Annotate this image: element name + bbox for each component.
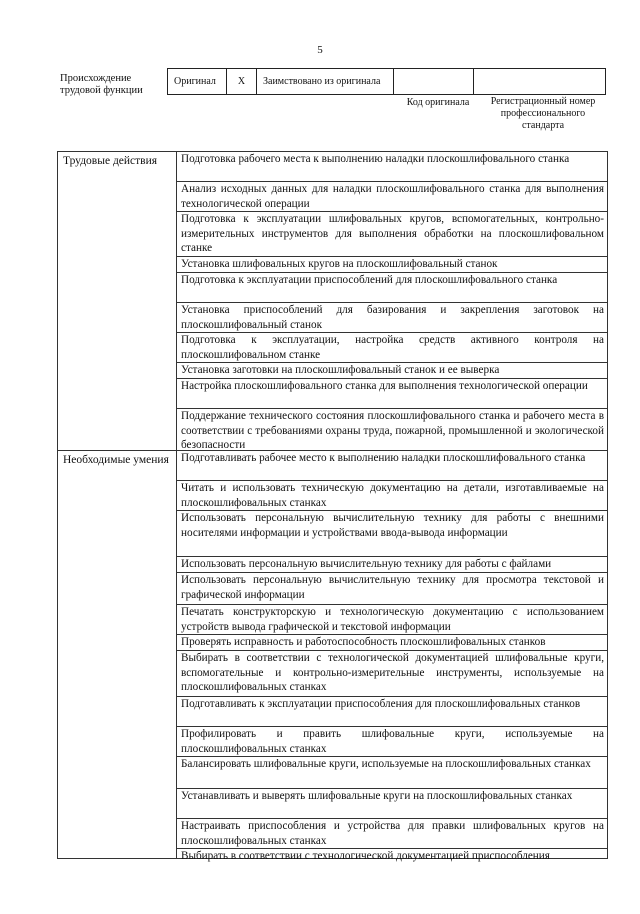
action-row: Установка заготовки на плоскошлифовальный станок и ее выверка [177,363,607,379]
skill-row: Использовать персональную вычислительную технику для работы с файлами [177,557,607,573]
action-row: Поддержание технического состояния плоскошлифовального станка и рабочего места в соответствии с требованиями охраны труда, пожарной, промышленной и экологической безопасности [181,410,604,451]
action-row: Настройка плоскошлифовального станка для выполнения технологической операции [177,379,607,409]
reg-caption: Регистрационный номер профессионального стандарта [490,96,596,131]
origin-borrowed-cell: Заимствовано из оригинала [257,69,394,94]
origin-table [167,68,606,95]
origin-original-cell: Оригинал [168,69,227,94]
skill-row: Устанавливать и выверять шлифовальные круги на плоскошлифовальных станках [177,789,607,819]
action-row: Подготовка рабочего места к выполнению наладки плоскошлифовального станка [177,152,607,182]
page-number: 5 [317,44,323,56]
code-caption: Код оригинала [406,97,470,108]
origin-code-cell [394,69,474,94]
skill-row: Использовать персональную вычислительную технику для просмотра текстовой и графической информации [177,573,607,605]
origin-mark-cell: X [227,69,257,94]
action-row: Установка приспособлений для базирования и закрепления заготовок на плоскошлифовальный станок [177,303,607,333]
actions-list [177,152,607,454]
section-label-actions: Трудовые действия [63,155,158,167]
skill-row: Балансировать шлифовальные круги, используемые на плоскошлифовальных станках [177,757,607,789]
skill-row: Выбирать в соответствии с технологической документацией шлифовальные круги, вспомогательные и контрольно-измерительные инструменты, используемые на плоскошлифовальных станках [177,651,607,697]
action-row: Подготовка к эксплуатации приспособлений для плоскошлифовального станка [177,273,607,303]
skills-list [177,451,607,865]
action-row: Анализ исходных данных для наладки плоскошлифовального станка для выполнения технологической операции [177,182,607,212]
origin-label: Происхождение трудовой функции [60,73,143,96]
action-row: Установка шлифовальных кругов на плоскошлифовальный станок [177,257,607,273]
action-row: Подготовка к эксплуатации, настройка средств активного контроля на плоскошлифовальном станке [177,333,607,363]
action-row: Подготовка к эксплуатации шлифовальных кругов, вспомогательных, контрольно-измерительных инструментов для выполнения обработки на плоскошлифовальном станке [177,212,607,257]
skill-row: Профилировать и править шлифовальные круги, используемые на плоскошлифовальных станках [177,727,607,757]
origin-reg-cell [474,69,605,94]
skill-row: Настраивать приспособления и устройства для правки шлифовальных кругов на плоскошлифовальных станках [177,819,607,849]
skill-row: Подготавливать к эксплуатации приспособления для плоскошлифовальных станков [177,697,607,727]
skill-row: Читать и использовать техническую документацию на детали, изготавливаемые на плоскошлифовальных станках [177,481,607,511]
section-label-skills: Необходимые умения [63,454,169,466]
skill-row: Печатать конструкторскую и технологическую документацию с использованием устройств вывода графической и текстовой информации [177,605,607,635]
skill-row: Подготавливать рабочее место к выполнению наладки плоскошлифовального станка [177,451,607,481]
function-table [57,151,608,862]
skill-row: Использовать персональную вычислительную технику для работы с внешними носителями информации и устройствами ввода-вывода информации [177,511,607,557]
skill-row: Выбирать в соответствии с технологической документацией приспособления [181,850,550,862]
skill-row: Проверять исправность и работоспособность плоскошлифовальных станков [177,635,607,651]
